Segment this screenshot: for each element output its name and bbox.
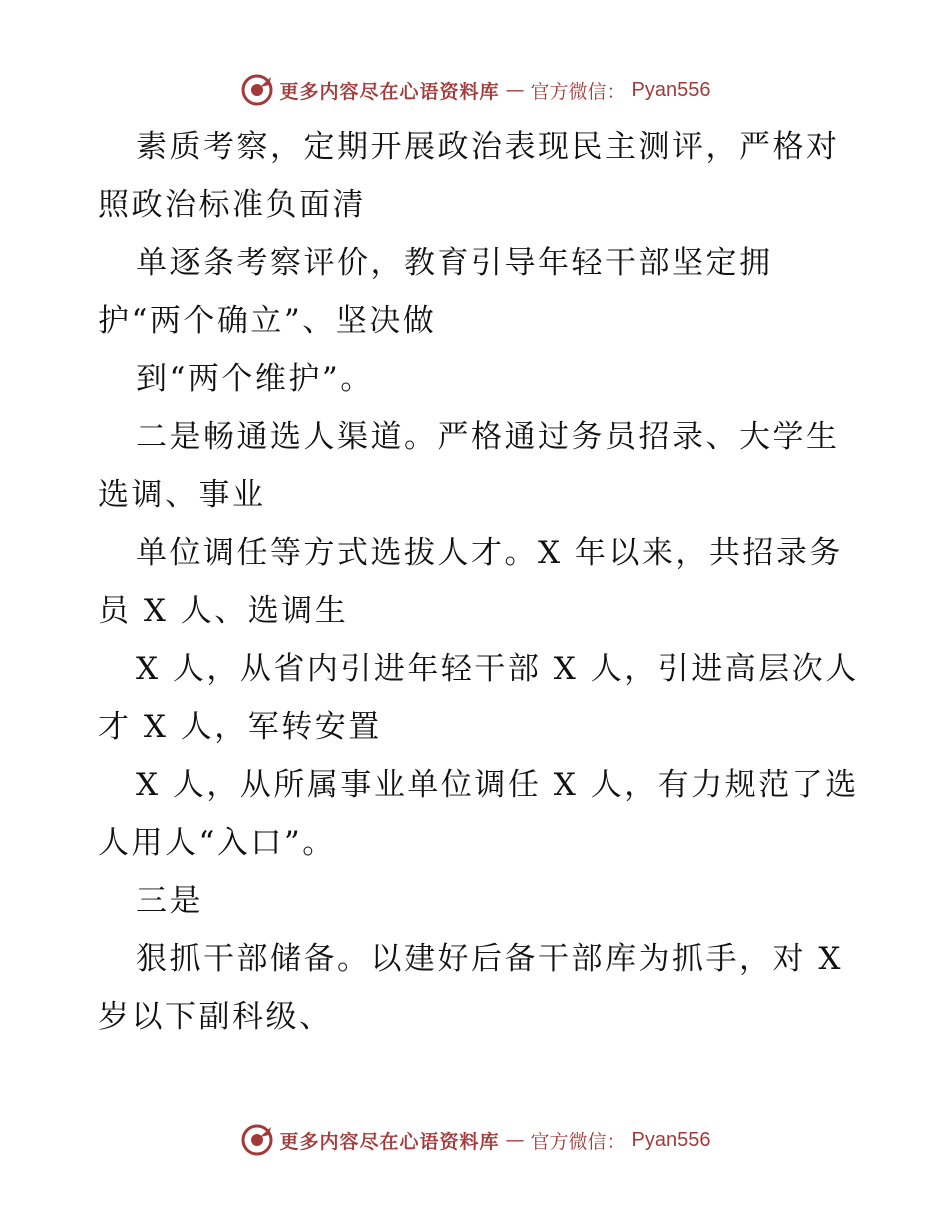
document-body: [98, 118, 858, 1046]
header-wechat-id: Pyan556: [631, 78, 711, 101]
header-brand-text: 更多内容尽在心语资料库: [279, 80, 500, 103]
body-line: 才 X 人，军转安置: [98, 709, 382, 745]
body-line: 选调、事业: [98, 477, 266, 513]
body-line: 到“两个维护”。: [136, 361, 374, 397]
body-line: X 人，从所属事业单位调任 X 人，有力规范了选: [136, 767, 859, 803]
body-line: 人用人“入口”。: [98, 825, 336, 861]
header-separator: —: [505, 79, 525, 101]
body-line: 岁以下副科级、: [98, 999, 333, 1035]
brand-logo-icon: [240, 73, 274, 107]
body-line: 素质考察，定期开展政治表现民主测评，严格对: [136, 129, 840, 165]
body-line: 三是: [136, 883, 203, 919]
footer-wechat-id: Pyan556: [631, 1128, 711, 1151]
footer-separator: —: [505, 1129, 525, 1151]
page-header: [0, 70, 950, 110]
header-brand: [240, 73, 711, 107]
body-line: 单位调任等方式选拔人才。X 年以来，共招录务: [136, 535, 843, 571]
body-line: 单逐条考察评价，教育引导年轻干部坚定拥: [136, 245, 773, 281]
body-line: X 人，从省内引进年轻干部 X 人，引进高层次人: [136, 651, 859, 687]
body-line: 护“两个确立”、坚决做: [98, 303, 437, 339]
body-line: 照政治标准负面清: [98, 187, 366, 223]
footer-brand-text: 更多内容尽在心语资料库: [279, 1130, 500, 1153]
header-wechat-label: 官方微信：: [530, 80, 626, 103]
brand-logo-icon: [240, 1123, 274, 1157]
page-footer: [0, 1120, 950, 1160]
body-line: 二是畅通选人渠道。严格通过务员招录、大学生: [136, 419, 840, 455]
footer-wechat-label: 官方微信：: [530, 1130, 626, 1153]
body-line: 员 X 人、选调生: [98, 593, 349, 629]
body-line: 狠抓干部储备。以建好后备干部库为抓手，对 X: [136, 941, 843, 977]
footer-brand: [240, 1123, 711, 1157]
